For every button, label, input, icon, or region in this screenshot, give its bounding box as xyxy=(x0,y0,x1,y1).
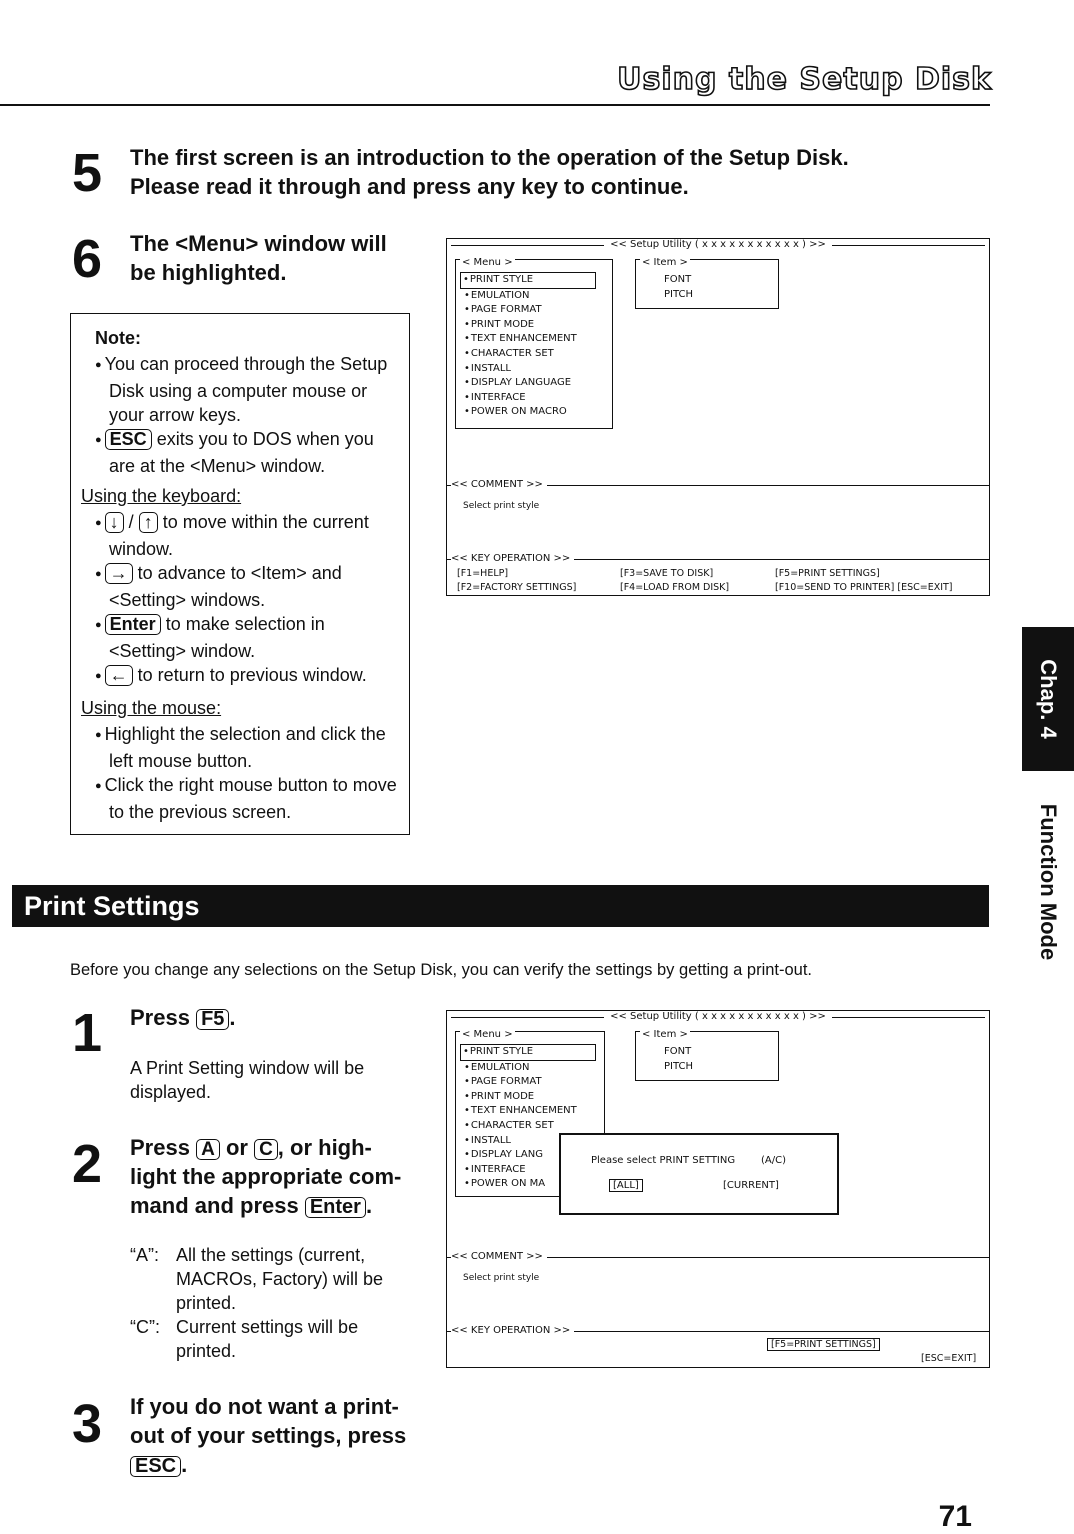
esc-key: ESC xyxy=(105,429,152,450)
kb-bullet-4 xyxy=(95,663,399,690)
step-5-line2: Please read it through and press any key to continue. xyxy=(130,174,689,199)
a-key: A xyxy=(196,1139,220,1160)
ps-step-1-prefix: Press xyxy=(130,1005,190,1030)
menu-item-print-style[interactable]: • PRINT STYLE xyxy=(460,272,596,289)
kb-bullet-4-text: to return to previous window. xyxy=(137,665,367,685)
screen-2-keyop-exit: [ESC=EXIT] xyxy=(921,1353,977,1364)
arrow-left-key: ← xyxy=(105,665,133,686)
keyop-send-to-printer-exit: [F10=SEND TO PRINTER] [ESC=EXIT] xyxy=(775,582,953,593)
ps-step-3-line2: out of your settings, press xyxy=(130,1423,407,1448)
screen-2-title: << Setup Utility ( x x x x x x x x x x x ) >> xyxy=(604,1011,832,1022)
keyop-help: [F1=HELP] xyxy=(457,568,509,579)
item2-font[interactable]: FONT xyxy=(664,1046,692,1057)
step-5-number: 5 xyxy=(72,143,103,203)
item2-pitch[interactable]: PITCH xyxy=(664,1061,694,1072)
step-6-line1: The <Menu> window will xyxy=(130,231,387,256)
screen-2-keyop-label: << KEY OPERATION >> xyxy=(451,1325,574,1336)
note-bullet-2 xyxy=(95,427,399,478)
screen-1-title-bar xyxy=(447,239,989,253)
menu-item-character-set[interactable]: • CHARACTER SET xyxy=(464,347,596,362)
print-settings-banner: Print Settings xyxy=(12,885,989,927)
screen-2-title-bar xyxy=(447,1011,989,1025)
print-setting-dialog xyxy=(559,1133,839,1215)
ps-step-2-line3-suffix: . xyxy=(365,1193,373,1218)
ps-step-1-number: 1 xyxy=(72,1003,103,1063)
menu-item-emulation[interactable]: • EMULATION xyxy=(464,289,596,304)
dialog-option-all[interactable]: [ALL] xyxy=(609,1179,643,1192)
ps-step-2-line3-prefix: mand and press xyxy=(130,1193,299,1218)
screen-2-comment-text: Select print style xyxy=(463,1273,540,1283)
ps-step-3-suffix: . xyxy=(181,1452,188,1477)
arrow-down-key: ↓ xyxy=(105,512,124,533)
menu2-item-display-language[interactable]: • DISPLAY LANG xyxy=(464,1148,596,1163)
setup-utility-screen-2 xyxy=(446,1010,990,1368)
note-title: Note: xyxy=(95,328,141,348)
option-a-text: All the settings (current, MACROs, Factory) will be printed. xyxy=(176,1245,384,1313)
menu2-item-print-mode[interactable]: • PRINT MODE xyxy=(464,1090,596,1105)
kb-bullet-2 xyxy=(95,561,399,612)
header-title: Using the Setup Disk xyxy=(617,62,992,97)
mouse-bullet-1: ● Highlight the selection and click the left mouse button. xyxy=(95,722,399,773)
screen-2-item-panel xyxy=(635,1031,779,1081)
keyop-load-from-disk: [F4=LOAD FROM DISK] xyxy=(620,582,730,593)
note-bullet-1: ● You can proceed through the Setup Disk using a computer mouse or your arrow keys. xyxy=(95,352,399,427)
menu-item-page-format[interactable]: • PAGE FORMAT xyxy=(464,303,596,318)
dialog-option-current[interactable]: [CURRENT] xyxy=(723,1180,779,1191)
ps-step-3-line1: If you do not want a print- xyxy=(130,1394,399,1419)
menu-item-interface[interactable]: • INTERFACE xyxy=(464,391,596,406)
print-settings-intro: Before you change any selections on the Setup Disk, you can verify the settings by getting a print-out. xyxy=(70,961,813,979)
note-box xyxy=(70,313,410,835)
item-font[interactable]: FONT xyxy=(664,274,692,285)
screen-1-item-panel xyxy=(635,259,779,309)
kb-bullet-2-text: to advance to <Item> and <Setting> windows. xyxy=(109,563,342,610)
kb-bullet-1-text: to move within the current window. xyxy=(109,512,369,559)
menu2-item-text-enhancement[interactable]: • TEXT ENHANCEMENT xyxy=(464,1104,596,1119)
mouse-heading: Using the mouse: xyxy=(81,698,222,718)
screen-2-menu-label: < Menu > xyxy=(462,1029,513,1040)
ps-step-1-desc: A Print Setting window will be displayed. xyxy=(130,1058,365,1102)
menu-item-print-mode[interactable]: • PRINT MODE xyxy=(464,318,596,333)
kb-separator: / xyxy=(128,512,134,532)
arrow-right-key: → xyxy=(105,563,133,584)
mouse-bullet-2: ● Click the right mouse button to move to the previous screen. xyxy=(95,773,399,824)
menu2-item-power-on-macro[interactable]: • POWER ON MA xyxy=(464,1177,596,1192)
page-number: 71 xyxy=(938,1500,972,1533)
step-6-text xyxy=(130,229,430,287)
menu2-item-install[interactable]: • INSTALL xyxy=(464,1134,596,1149)
screen-2-keyop-print-settings: [F5=PRINT SETTINGS] xyxy=(767,1338,880,1351)
ps-step-3-number: 3 xyxy=(72,1394,103,1454)
screen-1-menu-panel xyxy=(455,259,613,429)
ps-step-2-or: or xyxy=(225,1135,248,1160)
section-side-label xyxy=(1022,792,1074,972)
kb-bullet-3-text: to make selection in <Setting> window. xyxy=(109,614,325,661)
step-6-line2: be highlighted. xyxy=(130,260,287,285)
chapter-label: Chap. 4 xyxy=(1036,659,1061,739)
c-key: C xyxy=(254,1139,278,1160)
arrow-up-key: ↑ xyxy=(139,512,158,533)
ps-step-3-text xyxy=(130,1392,430,1479)
option-c-text: Current settings will be printed. xyxy=(176,1317,359,1361)
screen-1-comment-text: Select print style xyxy=(463,501,540,511)
menu2-item-page-format[interactable]: • PAGE FORMAT xyxy=(464,1075,596,1090)
f5-key: F5 xyxy=(196,1009,229,1030)
step-6-number: 6 xyxy=(72,229,103,289)
menu-item-power-on-macro[interactable]: • POWER ON MACRO xyxy=(464,405,596,420)
esc-key-step-3: ESC xyxy=(130,1456,181,1477)
menu-item-text-enhancement[interactable]: • TEXT ENHANCEMENT xyxy=(464,332,596,347)
option-c-label: “C”: xyxy=(130,1317,160,1337)
setup-utility-screen-1 xyxy=(446,238,990,596)
menu2-item-print-style[interactable]: • PRINT STYLE xyxy=(460,1044,596,1061)
dialog-hint: (A/C) xyxy=(761,1155,786,1166)
screen-2-comment-label: << COMMENT >> xyxy=(451,1251,547,1262)
enter-key-step-2: Enter xyxy=(305,1197,366,1218)
ps-step-1-text xyxy=(130,1003,236,1032)
kb-bullet-3 xyxy=(95,612,399,663)
keyop-print-settings: [F5=PRINT SETTINGS] xyxy=(775,568,880,579)
ps-step-2-number: 2 xyxy=(72,1134,103,1194)
screen-1-comment-label: << COMMENT >> xyxy=(451,479,547,490)
option-a-label: “A”: xyxy=(130,1245,159,1265)
menu2-item-character-set[interactable]: • CHARACTER SET xyxy=(464,1119,596,1134)
screen-2-item-label: < Item > xyxy=(642,1029,688,1040)
screen-1-keyop-label: << KEY OPERATION >> xyxy=(451,553,574,564)
screen-1-item-label: < Item > xyxy=(642,257,688,268)
menu-item-display-language[interactable]: • DISPLAY LANGUAGE xyxy=(464,376,596,391)
ps-step-2-press: Press xyxy=(130,1135,190,1160)
keyboard-heading: Using the keyboard: xyxy=(81,486,242,506)
menu2-item-emulation[interactable]: • EMULATION xyxy=(464,1061,596,1076)
keyop-save-to-disk: [F3=SAVE TO DISK] xyxy=(620,568,714,579)
chapter-tab xyxy=(1022,627,1074,771)
screen-1-menu-label: < Menu > xyxy=(462,257,513,268)
header-divider xyxy=(0,104,990,106)
dialog-prompt: Please select PRINT SETTING xyxy=(591,1155,736,1166)
section-label: Function Mode xyxy=(1036,803,1061,961)
screen-1-title: << Setup Utility ( x x x x x x x x x x x ) >> xyxy=(604,239,832,250)
ps-step-1-suffix: . xyxy=(229,1005,236,1030)
ps-step-2-line1-rest: , or high- xyxy=(277,1135,372,1160)
screen-1-menu-list xyxy=(464,272,596,420)
kb-bullet-1 xyxy=(95,510,399,561)
keyop-factory-settings: [F2=FACTORY SETTINGS] xyxy=(457,582,577,593)
note-bullet-2-text: exits you to DOS when you are at the <Menu> window. xyxy=(109,429,374,476)
step-5-line1: The first screen is an introduction to the operation of the Setup Disk. xyxy=(130,145,849,170)
menu-item-install[interactable]: • INSTALL xyxy=(464,362,596,377)
step-5-text xyxy=(130,143,990,201)
item-pitch[interactable]: PITCH xyxy=(664,289,694,300)
ps-step-2-text xyxy=(130,1133,430,1220)
enter-key: Enter xyxy=(105,614,161,635)
ps-step-2-line2: light the appropriate com- xyxy=(130,1164,402,1189)
menu2-item-interface[interactable]: • INTERFACE xyxy=(464,1163,596,1178)
